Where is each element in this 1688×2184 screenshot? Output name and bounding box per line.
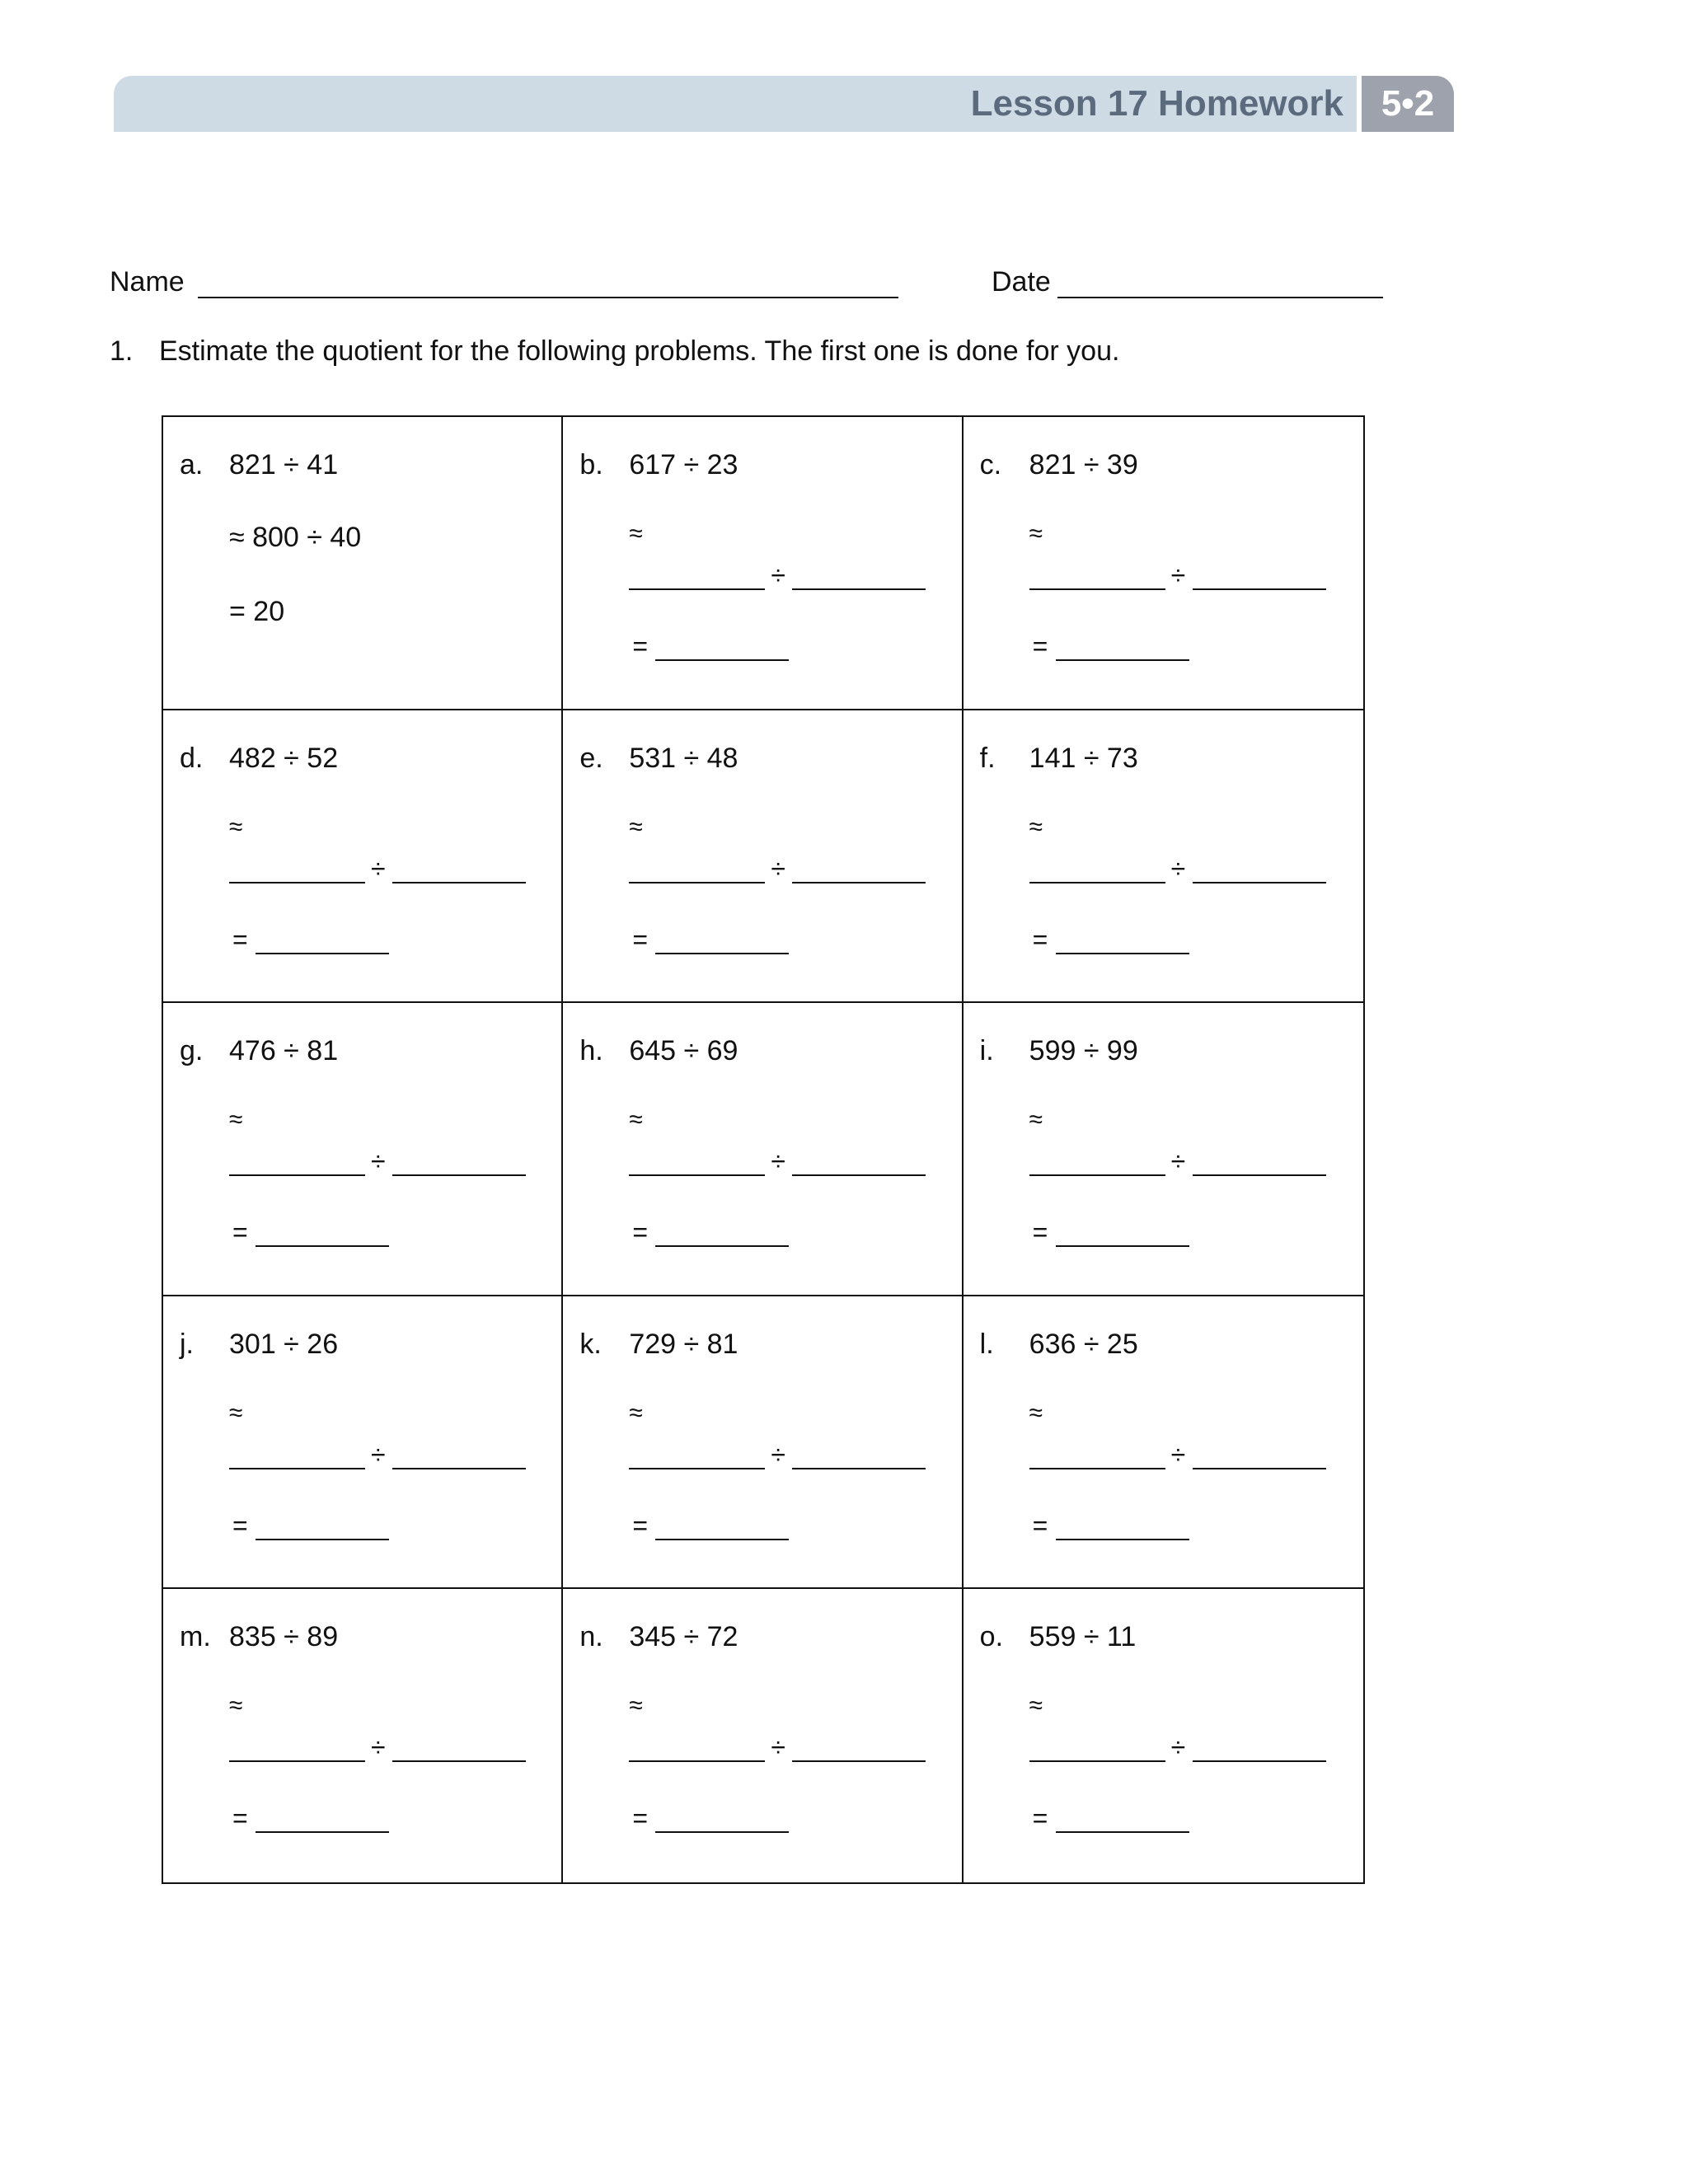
problem-expression: 617 ÷ 23 — [629, 449, 738, 480]
estimate-row — [629, 1140, 926, 1176]
divide-symbol: ÷ — [771, 1732, 785, 1763]
approx-symbol: ≈ — [629, 520, 643, 547]
problem-letter: f. — [979, 742, 996, 774]
divisor-blank[interactable] — [392, 1468, 526, 1469]
quotient-blank[interactable] — [1056, 953, 1189, 954]
problem-letter: e. — [579, 742, 603, 774]
answer-row — [1033, 625, 1214, 661]
answer-row — [232, 1211, 414, 1247]
problem-cell — [163, 710, 563, 1004]
divisor-blank[interactable] — [792, 1760, 926, 1762]
quotient-blank[interactable] — [1056, 659, 1189, 661]
problem-letter: h. — [579, 1035, 603, 1067]
problem-expression: 821 ÷ 41 — [229, 449, 339, 480]
quotient-blank[interactable] — [256, 1831, 389, 1833]
estimate-row — [1029, 1433, 1326, 1469]
equals-symbol: = — [232, 924, 248, 954]
dividend-blank[interactable] — [1029, 1468, 1165, 1469]
dividend-blank[interactable] — [229, 1468, 365, 1469]
worked-estimate: ≈ 800 ÷ 40 — [229, 522, 362, 553]
equals-symbol: = — [632, 1803, 649, 1834]
problem-expression: 835 ÷ 89 — [229, 1621, 339, 1653]
problem-expression: 345 ÷ 72 — [629, 1621, 738, 1653]
divisor-blank[interactable] — [392, 882, 526, 883]
equals-symbol: = — [1032, 1803, 1048, 1834]
equals-symbol: = — [232, 1803, 248, 1834]
question-instruction: Estimate the quotient for the following problems. The first one is done for you. — [159, 335, 1120, 367]
problem-expression: 729 ÷ 81 — [629, 1328, 738, 1360]
quotient-blank[interactable] — [1056, 1539, 1189, 1540]
approx-symbol: ≈ — [1029, 813, 1043, 841]
divide-symbol: ÷ — [371, 1732, 386, 1763]
problem-expression: 821 ÷ 39 — [1029, 449, 1138, 480]
quotient-blank[interactable] — [1056, 1245, 1189, 1247]
module-badge: 5•2 — [1362, 76, 1454, 132]
divisor-blank[interactable] — [792, 588, 926, 590]
approx-symbol: ≈ — [1029, 520, 1043, 547]
approx-symbol: ≈ — [229, 1106, 243, 1134]
divide-symbol: ÷ — [771, 560, 785, 590]
problem-cell — [964, 1296, 1363, 1590]
approx-symbol: ≈ — [229, 813, 243, 841]
answer-row — [632, 625, 814, 661]
problem-cell — [964, 710, 1363, 1004]
problem-expression: 476 ÷ 81 — [229, 1035, 339, 1067]
problem-cell — [563, 710, 963, 1004]
answer-row — [232, 1504, 414, 1540]
problem-letter: g. — [180, 1035, 204, 1067]
divide-symbol: ÷ — [371, 853, 386, 883]
estimate-row — [229, 1140, 526, 1176]
problem-cell — [964, 417, 1363, 710]
problem-cell — [163, 1296, 563, 1590]
worked-answer: = 20 — [229, 596, 285, 627]
estimate-row — [229, 1726, 526, 1762]
dividend-blank[interactable] — [629, 882, 765, 883]
problem-letter: n. — [579, 1621, 603, 1653]
equals-symbol: = — [232, 1510, 248, 1540]
estimate-row — [229, 1433, 526, 1469]
dividend-blank[interactable] — [1029, 1174, 1165, 1176]
estimate-row — [229, 847, 526, 883]
problem-cell — [563, 1296, 963, 1590]
divisor-blank[interactable] — [792, 1174, 926, 1176]
divide-symbol: ÷ — [1170, 1732, 1186, 1763]
equals-symbol: = — [1032, 631, 1048, 661]
name-label: Name — [110, 266, 185, 298]
estimate-row — [629, 1726, 926, 1762]
problem-expression: 482 ÷ 52 — [229, 742, 339, 774]
estimate-row — [1029, 554, 1326, 590]
divide-symbol: ÷ — [1170, 853, 1186, 883]
date-label: Date — [992, 266, 1051, 298]
lesson-title: Lesson 17 Homework — [970, 83, 1343, 124]
problem-cell — [163, 417, 563, 710]
divide-symbol: ÷ — [371, 1439, 386, 1469]
answer-row — [1033, 1504, 1214, 1540]
divide-symbol: ÷ — [771, 1146, 785, 1177]
problem-letter: a. — [180, 449, 204, 480]
divisor-blank[interactable] — [1193, 1468, 1326, 1469]
answer-row — [632, 1797, 814, 1833]
approx-symbol: ≈ — [629, 1399, 643, 1427]
answer-row — [632, 1211, 814, 1247]
divisor-blank[interactable] — [392, 1174, 526, 1176]
approx-symbol: ≈ — [629, 813, 643, 841]
quotient-blank[interactable] — [1056, 1831, 1189, 1833]
dividend-blank[interactable] — [229, 882, 365, 883]
estimate-row — [629, 1433, 926, 1469]
answer-row — [1033, 1797, 1214, 1833]
equals-symbol: = — [232, 1217, 248, 1248]
divide-symbol: ÷ — [371, 1146, 386, 1177]
quotient-blank[interactable] — [256, 953, 389, 954]
question-number: 1. — [110, 335, 134, 367]
estimate-row — [629, 847, 926, 883]
dividend-blank[interactable] — [1029, 1760, 1165, 1762]
dividend-blank[interactable] — [229, 1760, 365, 1762]
problem-cell — [563, 1003, 963, 1296]
problem-cell — [964, 1003, 1363, 1296]
divide-symbol: ÷ — [1170, 560, 1186, 590]
problem-expression: 599 ÷ 99 — [1029, 1035, 1138, 1067]
quotient-blank[interactable] — [655, 1539, 789, 1540]
equals-symbol: = — [632, 631, 649, 661]
divide-symbol: ÷ — [771, 853, 785, 883]
divisor-blank[interactable] — [792, 882, 926, 883]
quotient-blank[interactable] — [256, 1539, 389, 1540]
answer-row — [232, 1797, 414, 1833]
answer-row — [632, 1504, 814, 1540]
problem-letter: m. — [180, 1621, 211, 1653]
answer-row — [632, 918, 814, 954]
divide-symbol: ÷ — [771, 1439, 785, 1469]
divisor-blank[interactable] — [792, 1468, 926, 1469]
problem-letter: l. — [979, 1328, 994, 1360]
problem-letter: b. — [579, 449, 603, 480]
quotient-blank[interactable] — [655, 1831, 789, 1833]
quotient-blank[interactable] — [655, 659, 789, 661]
approx-symbol: ≈ — [1029, 1106, 1043, 1134]
problem-letter: i. — [979, 1035, 994, 1067]
divisor-blank[interactable] — [392, 1760, 526, 1762]
dividend-blank[interactable] — [1029, 588, 1165, 590]
problem-letter: o. — [979, 1621, 1004, 1653]
divisor-blank[interactable] — [1193, 1174, 1326, 1176]
problem-expression: 301 ÷ 26 — [229, 1328, 339, 1360]
problem-letter: k. — [579, 1328, 602, 1360]
estimate-row — [1029, 1140, 1326, 1176]
equals-symbol: = — [1032, 1510, 1048, 1540]
approx-symbol: ≈ — [629, 1692, 643, 1720]
approx-symbol: ≈ — [1029, 1399, 1043, 1427]
estimate-row — [1029, 847, 1326, 883]
problem-letter: c. — [979, 449, 1002, 480]
dividend-blank[interactable] — [229, 1174, 365, 1176]
problem-cell — [563, 1589, 963, 1882]
quotient-blank[interactable] — [655, 1245, 789, 1247]
divide-symbol: ÷ — [1170, 1439, 1186, 1469]
equals-symbol: = — [632, 1217, 649, 1248]
divide-symbol: ÷ — [1170, 1146, 1186, 1177]
answer-row — [1033, 918, 1214, 954]
problem-expression: 141 ÷ 73 — [1029, 742, 1138, 774]
problem-cell — [163, 1589, 563, 1882]
problem-cell — [964, 1589, 1363, 1882]
approx-symbol: ≈ — [629, 1106, 643, 1134]
answer-row — [1033, 1211, 1214, 1247]
problem-grid — [162, 415, 1365, 1884]
answer-row — [232, 918, 414, 954]
equals-symbol: = — [632, 1510, 649, 1540]
estimate-row — [1029, 1726, 1326, 1762]
divisor-blank[interactable] — [1193, 1760, 1326, 1762]
estimate-row — [629, 554, 926, 590]
equals-symbol: = — [1032, 924, 1048, 954]
approx-symbol: ≈ — [229, 1692, 243, 1720]
name-field[interactable] — [198, 297, 898, 298]
problem-expression: 636 ÷ 25 — [1029, 1328, 1138, 1360]
date-field[interactable] — [1057, 297, 1383, 298]
divisor-blank[interactable] — [1193, 588, 1326, 590]
approx-symbol: ≈ — [229, 1399, 243, 1427]
equals-symbol: = — [1032, 1217, 1048, 1248]
quotient-blank[interactable] — [256, 1245, 389, 1247]
dividend-blank[interactable] — [629, 1174, 765, 1176]
dividend-blank[interactable] — [1029, 882, 1165, 883]
dividend-blank[interactable] — [629, 1468, 765, 1469]
problem-expression: 645 ÷ 69 — [629, 1035, 738, 1067]
dividend-blank[interactable] — [629, 1760, 765, 1762]
divisor-blank[interactable] — [1193, 882, 1326, 883]
approx-symbol: ≈ — [1029, 1692, 1043, 1720]
problem-cell — [563, 417, 963, 710]
problem-expression: 531 ÷ 48 — [629, 742, 738, 774]
problem-letter: d. — [180, 742, 204, 774]
equals-symbol: = — [632, 924, 649, 954]
dividend-blank[interactable] — [629, 588, 765, 590]
problem-letter: j. — [180, 1328, 194, 1360]
problem-expression: 559 ÷ 11 — [1029, 1621, 1137, 1653]
quotient-blank[interactable] — [655, 953, 789, 954]
problem-cell — [163, 1003, 563, 1296]
